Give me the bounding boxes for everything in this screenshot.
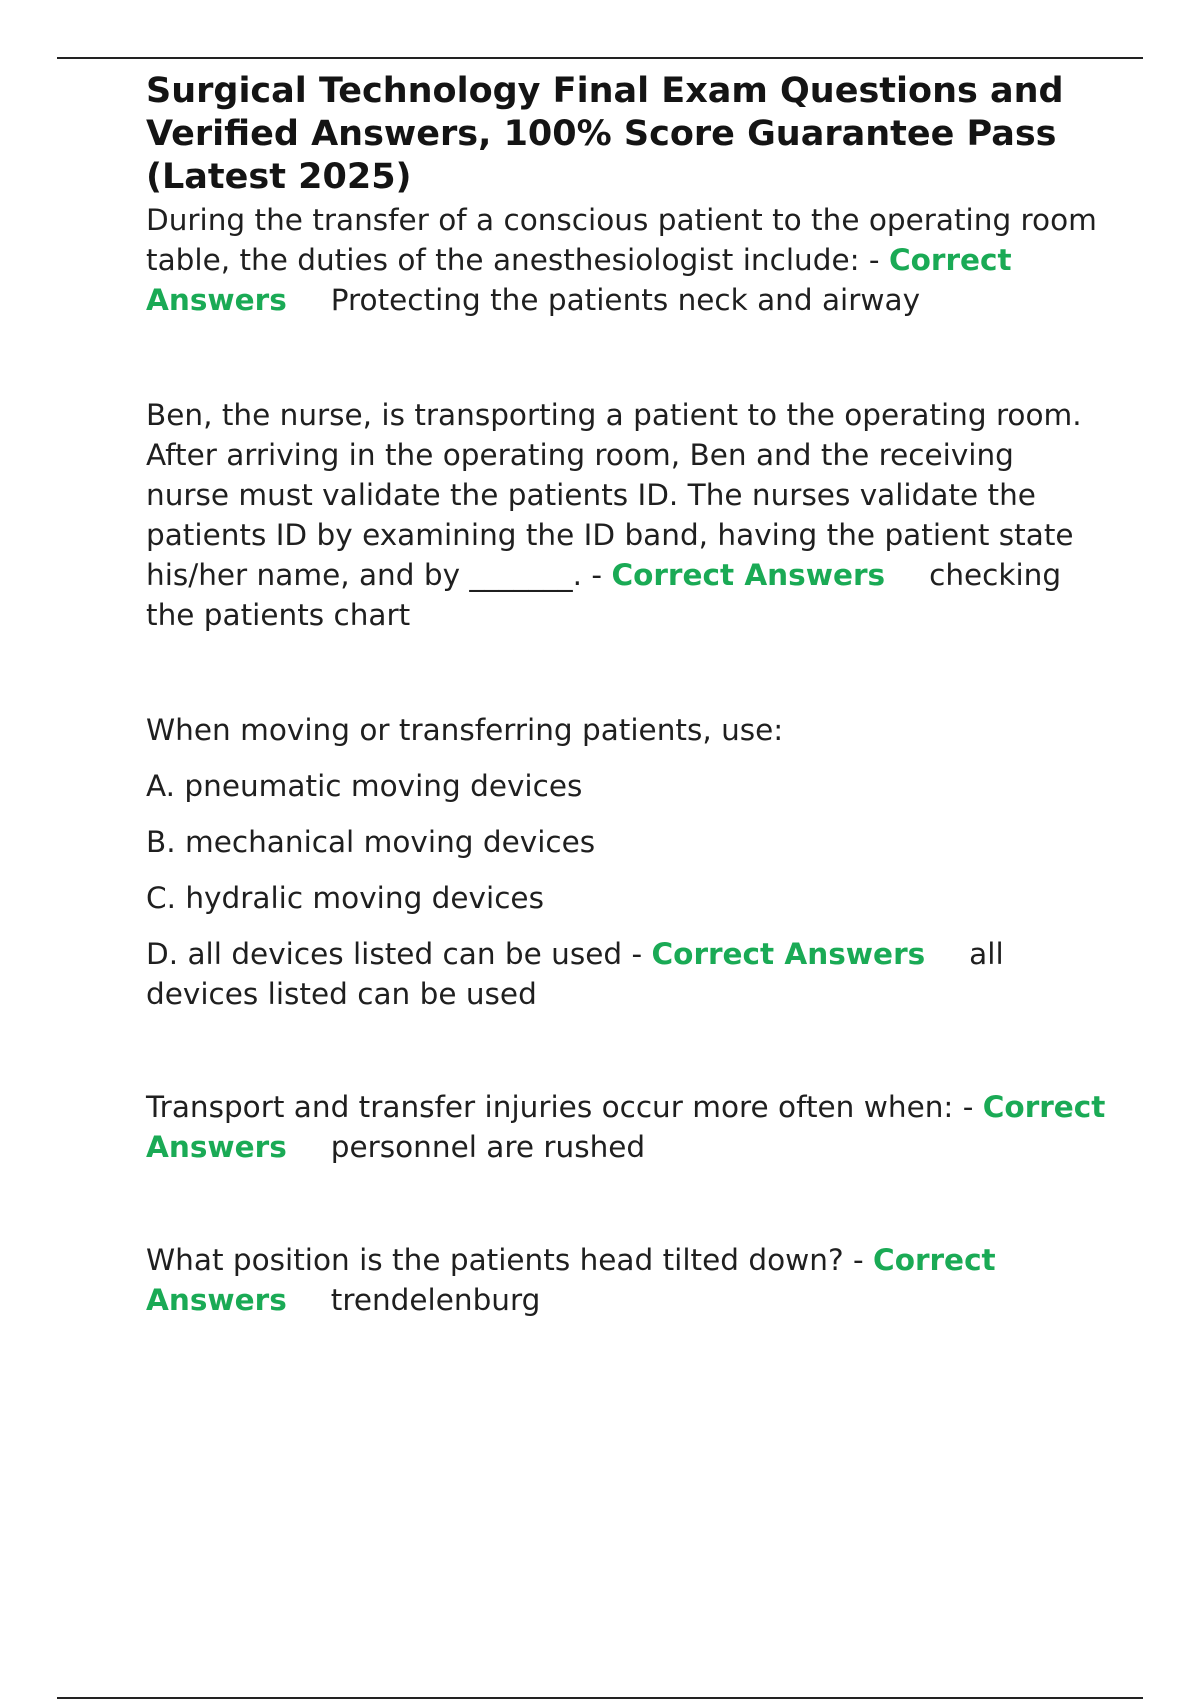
answer-text: Protecting the patients neck and airway	[330, 283, 921, 317]
answer-text: trendelenburg	[330, 1283, 541, 1317]
answer-text: checking the patients chart	[146, 558, 1062, 632]
qa-item-5	[146, 1240, 1106, 1320]
correct-answers-label: Correct Answers	[611, 558, 886, 592]
question-text: During the transfer of a conscious patient to the operating room table, the duties of the anesthesiologist include: -	[146, 203, 1097, 277]
document-title: Surgical Technology Final Exam Questions and Verified Answers, 100% Score Guarantee Pass (Latest 2025)	[146, 71, 1064, 197]
qa-item-2	[146, 395, 1106, 635]
option-d	[146, 934, 1106, 1014]
option-c: C. hydralic moving devices	[146, 881, 544, 915]
answer-text: all devices listed can be used	[146, 937, 1004, 1011]
qa-item-4	[146, 1087, 1106, 1167]
correct-answers-label: Correct Answers	[146, 243, 1012, 317]
document-body	[146, 70, 1106, 1320]
qa-item-3	[146, 710, 1106, 750]
option-d-text: D. all devices listed can be used -	[146, 937, 643, 971]
bottom-rule	[57, 1697, 1143, 1699]
question-text: Transport and transfer injuries occur more often when: -	[146, 1090, 974, 1124]
question-text: Ben, the nurse, is transporting a patient to the operating room. After arriving in the operating room, Ben and the receiving nurse must validate the patients ID. The nurses validate the patients ID by examining the ID band, having the patient state his/her name, and by _______. -	[146, 398, 1082, 592]
answer-text: personnel are rushed	[330, 1130, 646, 1164]
correct-answers-label: Correct Answers	[146, 1090, 1106, 1164]
question-text: When moving or transferring patients, use:	[146, 713, 784, 747]
option-a: A. pneumatic moving devices	[146, 769, 583, 803]
correct-answers-label: Correct Answers	[651, 937, 926, 971]
qa-item-1	[146, 200, 1106, 320]
question-text: What position is the patients head tilted down? -	[146, 1243, 864, 1277]
top-rule	[57, 57, 1143, 59]
correct-answers-label: Correct Answers	[146, 1243, 996, 1317]
option-b: B. mechanical moving devices	[146, 825, 596, 859]
